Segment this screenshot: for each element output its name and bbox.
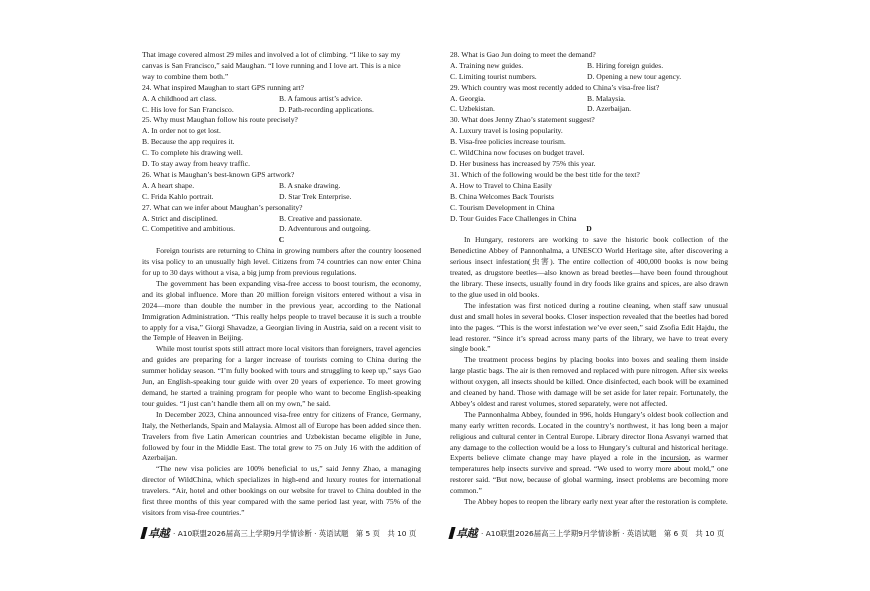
option-d: D. Adventurous and outgoing. (279, 224, 371, 234)
left-page (142, 50, 421, 519)
option-b: B. Because the app requires it. (142, 137, 235, 147)
footer-text: · A10联盟2026届高三上学期9月学情诊断 · 英语试题 第 5 页 共 10 页 (173, 528, 417, 538)
page-footer-left (142, 525, 416, 541)
paragraph: The treatment process begins by placing books into boxes and sealing them inside large plastic bags. The air is then removed and replaced with pure nitrogen. After six weeks without oxygen, all insects should be killed. Once disinfected, each book will be examined and cleaned by hand. Those with damage will be set aside for later repair. Fortunately, the Abbey’s oldest and rarest volumes, stored separately, were not affected. (450, 355, 728, 408)
option-b: B. Creative and passionate. (279, 213, 362, 223)
question-29 (450, 83, 728, 116)
paragraph: While most tourist spots still attract more local visitors than foreigners, travel agencies and guides are preparing for a larger increase of tourists coming to China during the summer holiday season. “I’m fully booked with tours and struggling to keep up,” says Gao Jun, an English-speaking tour guide with over 20 years of experience. To meet growing demand, he started a training program for people who want to become English-speaking tour guides. “I just can’t handle them all on my own,” he said. (142, 344, 421, 408)
option-c: C. To complete his drawing well. (142, 148, 243, 158)
option-b: B. Visa-free policies increase tourism. (450, 137, 566, 147)
option-d: D. Her business has increased by 75% this year. (450, 159, 596, 168)
question-25 (142, 115, 421, 170)
paragraph: Foreign tourists are returning to China in growing numbers after the country loosened its visa policy to an unusually high level. Citizens from 74 countries can now enter China for up to 30 days without a visa, a big jump from previous regulations. (142, 246, 421, 278)
paragraph: In December 2023, China announced visa-free entry for citizens of France, Germany, Italy, the Netherlands, Spain and Malaysia. Almost all of Europe has been added since then. Travelers from five Latin American countries and Uzbekistan became eligible in June, followed by four in the Middle East. The total grew to 75 on July 16 with the addition of Azerbaijan. (142, 409, 421, 463)
intro-line: That image covered almost 29 miles and involved a lot of climbing. “I like to say my (142, 50, 401, 59)
question-stem: 25. Why must Maughan follow his route precisely? (142, 115, 298, 125)
option-a: A. In order not to get lost. (142, 126, 221, 136)
option-c: C. Frida Kahlo portrait. (142, 191, 214, 201)
question-28 (450, 50, 728, 83)
right-page (450, 50, 728, 508)
brand-logo: 卓越 (142, 525, 169, 541)
option-d: D. Tour Guides Face Challenges in China (450, 213, 577, 223)
question-stem: 29. Which country was most recently added to China’s visa-free list? (450, 82, 660, 92)
brand-logo: 卓越 (450, 525, 477, 541)
paragraph: In Hungary, restorers are working to save the historic book collection of the Benedictine Abbey of Pannonhalma, a UNESCO World Heritage site, after discovering a serious insect infestation(虫害). The entire collection of 400,000 books is now being treated, as drugstore beetles—also known as bread beetles—have been found throughout the library. These insects, usually found in dry foods like grains and spices, are also drawn to the glue used in old books. (450, 235, 728, 299)
option-b: B. Malaysia. (587, 93, 626, 103)
intro-line: canvas is San Francisco,” said Maughan. “I love running and I love art. This is a nice (142, 60, 401, 70)
paragraph: The infestation was first noticed during a routine cleaning, when staff saw unusual dust and small holes in several books. Closer inspection revealed that the beetles had bored into the pages. “This is the worst infestation we’ve ever seen,” said Zsofia Edit Hajdu, the lead restorer. “Since it’s spread across many parts of the library, we have to treat every single book.” (450, 300, 728, 354)
question-24 (142, 83, 421, 116)
option-b: B. A snake drawing. (279, 180, 341, 190)
option-b: B. Hiring foreign guides. (587, 60, 664, 70)
paragraph: “The new visa policies are 100% beneficial to us,” said Jenny Zhao, a managing director of WildChina, which specializes in high-end and luxury routes for international travelers. “Air, hotel and other bookings on our website for travel to China doubled in the first three months of this year compared with the same period last year, with 75% of the visitors from visa-free countries.” (142, 464, 421, 517)
option-a: A. A heart shape. (142, 180, 195, 190)
question-stem: 28. What is Gao Jun doing to meet the demand? (450, 50, 596, 59)
option-c: C. Uzbekistan. (450, 104, 495, 114)
question-stem: 26. What is Maughan’s best-known GPS artwork? (142, 169, 295, 179)
question-stem: 30. What does Jenny Zhao’s statement suggest? (450, 115, 595, 125)
page-footer-right (450, 525, 724, 541)
option-d: D. Path-recording applications. (279, 104, 374, 114)
question-stem: 24. What inspired Maughan to start GPS running art? (142, 82, 305, 92)
option-c: C. Tourism Development in China (450, 202, 555, 212)
option-b: B. China Welcomes Back Tourists (450, 191, 554, 201)
option-c: C. Limiting tourist numbers. (450, 71, 537, 81)
option-d: D. To stay away from heavy traffic. (142, 159, 250, 169)
option-c: C. WildChina now focuses on budget travel. (450, 148, 585, 158)
section-heading-c: C (278, 235, 285, 245)
option-a: A. Georgia. (450, 93, 486, 103)
paragraph: The Abbey hopes to reopen the library early next year after the restoration is complete. (464, 497, 728, 507)
option-a: A. A childhood art class. (142, 93, 217, 103)
option-a: A. Luxury travel is losing popularity. (450, 126, 563, 136)
question-27 (142, 203, 421, 236)
question-31 (450, 170, 728, 225)
paragraph: The government has been expanding visa-free access to boost tourism, the economy, and its global influence. More than 20 million foreign visitors entered without a visa in 2024—more than double the number in the previous year, according to the National Immigration Administration. “This really helps people to travel because it is such a trouble to apply for a visa,” Giorgi Shavadze, a Georgian living in Austria, said on a recent visit to the Temple of Heaven in Beijing. (142, 278, 421, 343)
option-d: D. Star Trek Enterprise. (279, 191, 352, 201)
intro-line: way to combine them both.” (142, 71, 229, 81)
option-a: A. Training new guides. (450, 60, 524, 70)
question-stem: 27. What can we infer about Maughan’s personality? (142, 202, 303, 212)
section-heading-d: D (586, 224, 592, 234)
option-d: D. Azerbaijan. (587, 104, 632, 114)
question-stem: 31. Which of the following would be the best title for the text? (450, 169, 640, 179)
question-30 (450, 115, 728, 170)
option-c: C. His love for San Francisco. (142, 104, 234, 114)
option-d: D. Opening a new tour agency. (587, 71, 682, 81)
option-b: B. A famous artist’s advice. (279, 93, 363, 103)
option-c: C. Competitive and ambitious. (142, 224, 236, 234)
paragraph: The Pannonhalma Abbey, founded in 996, holds Hungary’s oldest book collection and many early written records. Located in the country’s northwest, it has long been a major religious and cultural center in Central Europe. Library director Ilona Asvanyi warned that any damage to the collection would be a loss to Hungary’s cultural and historical heritage. Experts believe climate change may have played a role in the incursion, as warmer temperatures help insects survive and spread. “We used to worry more about mold,” one restorer said. “But now, because of global warming, insect problems are becoming more common.” (450, 409, 728, 496)
question-26 (142, 170, 421, 203)
footer-text: · A10联盟2026届高三上学期9月学情诊断 · 英语试题 第 6 页 共 10 页 (481, 528, 725, 538)
option-a: A. Strict and disciplined. (142, 213, 218, 223)
underlined-word: incursion (660, 453, 689, 463)
option-a: A. How to Travel to China Easily (450, 180, 552, 190)
